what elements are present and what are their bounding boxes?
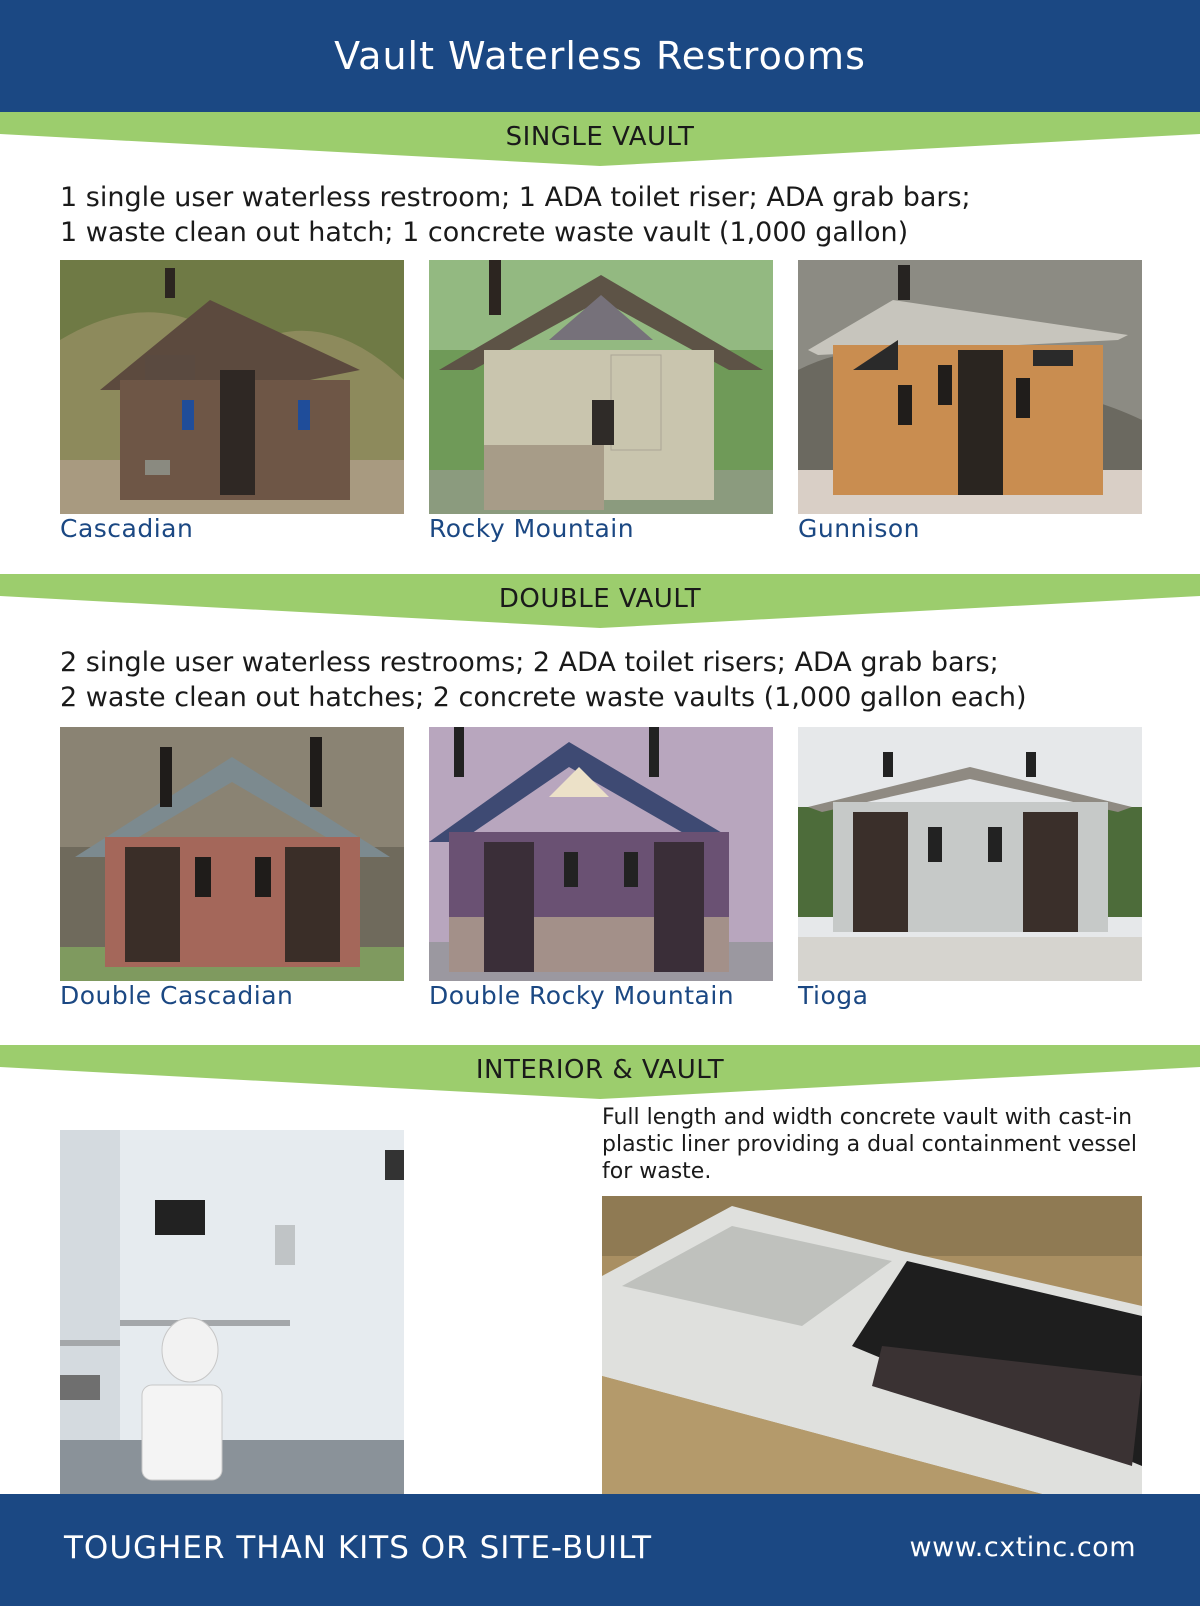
page-header (0, 0, 1200, 112)
vault-photo (602, 1196, 1142, 1494)
double-vault-line-2: 2 waste clean out hatches; 2 concrete waste vaults (1,000 gallon each) (60, 682, 1027, 713)
single-vault-banner (0, 112, 1200, 166)
single-vault-description (60, 180, 971, 250)
single-vault-line-1: 1 single user waterless restroom; 1 ADA toilet riser; ADA grab bars; (60, 182, 971, 213)
single-vault-line-2: 1 waste clean out hatch; 1 concrete waste vault (1,000 gallon) (60, 217, 909, 248)
double-vault-banner (0, 574, 1200, 628)
double-vault-description (60, 645, 1027, 715)
double-cascadian-caption: Double Cascadian (60, 981, 294, 1010)
gunnison-caption: Gunnison (798, 514, 921, 543)
double-vault-heading: DOUBLE VAULT (498, 584, 702, 614)
tioga-photo (798, 727, 1142, 981)
interior-photo (60, 1130, 404, 1494)
interior-vault-banner (0, 1045, 1200, 1099)
rocky-mountain-caption: Rocky Mountain (429, 514, 635, 543)
page-title: Vault Waterless Restrooms (334, 34, 866, 78)
cascadian-photo (60, 260, 404, 514)
double-rocky-mountain-photo (429, 727, 773, 981)
interior-vault-heading: INTERIOR & VAULT (475, 1055, 725, 1085)
single-vault-heading: SINGLE VAULT (505, 122, 695, 152)
rocky-mountain-photo (429, 260, 773, 514)
vault-description: Full length and width concrete vault with cast-in plastic liner providing a dual containment vessel for waste. (602, 1105, 1137, 1184)
footer-tagline: TOUGHER THAN KITS OR SITE-BUILT (64, 1530, 653, 1566)
double-cascadian-photo (60, 727, 404, 981)
double-vault-line-1: 2 single user waterless restrooms; 2 ADA toilet risers; ADA grab bars; (60, 647, 999, 678)
cascadian-caption: Cascadian (60, 514, 194, 543)
tioga-caption: Tioga (798, 981, 869, 1010)
page-footer (0, 1494, 1200, 1606)
double-rocky-mountain-caption: Double Rocky Mountain (429, 981, 735, 1010)
footer-url-link[interactable]: www.cxtinc.com (909, 1532, 1136, 1563)
gunnison-photo (798, 260, 1142, 514)
